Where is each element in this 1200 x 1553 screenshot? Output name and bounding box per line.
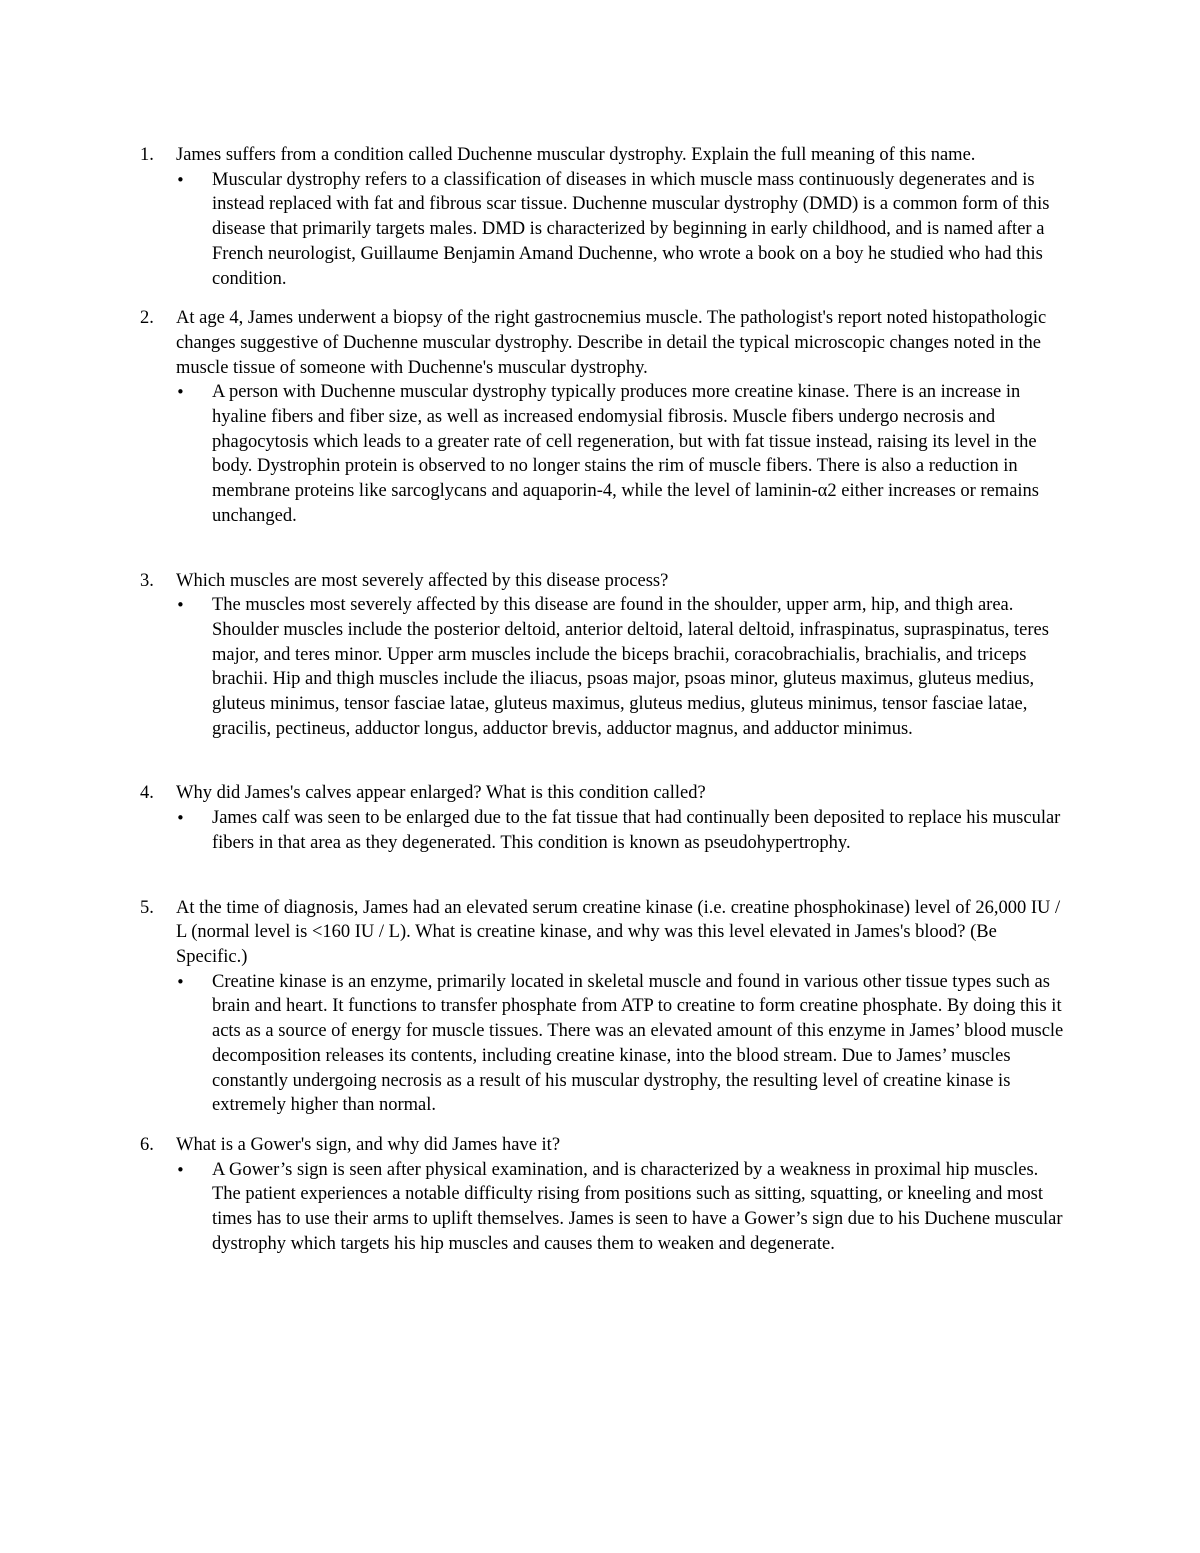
question-list xyxy=(140,143,1070,1256)
bullet-icon: • xyxy=(176,972,185,991)
answer-list xyxy=(176,168,1070,292)
answer-item xyxy=(176,1158,1070,1257)
answer-list xyxy=(176,806,1070,855)
question-text: At the time of diagnosis, James had an elevated serum creatine kinase (i.e. creatine phosphokinase) level of 26,000 IU / L (normal level is <160 IU / L). What is creatine kinase, and why was this level elevated in James's blood? (Be Specific.) xyxy=(176,897,1061,967)
answer-item xyxy=(176,970,1070,1118)
answer-list xyxy=(176,593,1070,741)
answer-item xyxy=(176,380,1070,528)
question-text: Why did James's calves appear enlarged? What is this condition called? xyxy=(176,783,706,804)
answer-text: The muscles most severely affected by this disease are found in the shoulder, upper arm, hip, and thigh area. Shoulder muscles include the posterior deltoid, anterior deltoid, lateral deltoid, infraspinatus, supraspinatus, teres major, and teres minor. Upper arm muscles include the biceps brachii, coracobrachialis, brachialis, and triceps brachii. Hip and thigh muscles include the iliacus, psoas major, psoas minor, gluteus maximus, gluteus medius, gluteus minimus, tensor fasciae latae, gluteus maximus, gluteus medius, gluteus minimus, tensor fasciae latae, gracilis, pectineus, adductor longus, adductor brevis, adductor magnus, and adductor minimus. xyxy=(212,595,1049,739)
answer-list xyxy=(176,970,1070,1118)
question-text: At age 4, James underwent a biopsy of the right gastrocnemius muscle. The pathologist's report noted histopathologic changes suggestive of Duchenne muscular dystrophy. Describe in detail the typical microscopic changes noted in the muscle tissue of someone with Duchenne's muscular dystrophy. xyxy=(176,308,1047,378)
bullet-icon: • xyxy=(176,1160,185,1179)
answer-list xyxy=(176,380,1070,528)
question-text: What is a Gower's sign, and why did James have it? xyxy=(176,1134,561,1155)
question-text: James suffers from a condition called Duchenne muscular dystrophy. Explain the full meaning of this name. xyxy=(176,145,976,165)
answer-text: A Gower’s sign is seen after physical examination, and is characterized by a weakness in proximal hip muscles. The patient experiences a notable difficulty rising from positions such as sitting, squatting, or kneeling and most times has to use their arms to uplift themselves. James is seen to have a Gower’s sign due to his Duchene muscular dystrophy which targets his hip muscles and causes them to weaken and degenerate. xyxy=(212,1159,1063,1254)
question-item-2 xyxy=(140,306,1070,528)
answer-item xyxy=(176,593,1070,741)
question-number: 4. xyxy=(140,783,154,804)
bullet-icon: • xyxy=(176,383,185,402)
bullet-icon: • xyxy=(176,170,185,189)
bullet-icon: • xyxy=(176,596,185,615)
answer-list xyxy=(176,1158,1070,1257)
answer-text: A person with Duchenne muscular dystrophy typically produces more creatine kinase. There is an increase in hyaline fibers and fiber size, as well as increased endomysial fibrosis. Muscle fibers undergo necrosis and phagocytosis which leads to a greater rate of cell regeneration, but with fat tissue instead, raising its level in the body. Dystrophin protein is observed to no longer stains the rim of muscle fibers. There is also a reduction in membrane proteins like sarcoglycans and aquaporin-4, while the level of laminin-α2 either increases or remains unchanged. xyxy=(212,382,1039,526)
question-number: 3. xyxy=(140,570,154,591)
question-number: 6. xyxy=(140,1134,154,1155)
question-item-1 xyxy=(140,143,1070,291)
answer-item xyxy=(176,168,1070,292)
question-text: Which muscles are most severely affected by this disease process? xyxy=(176,570,669,591)
answer-text: James calf was seen to be enlarged due to the fat tissue that had continually been deposited to replace his muscular fibers in that area as they degenerated. This condition is known as pseudohypertrophy. xyxy=(212,808,1061,853)
question-item-3 xyxy=(140,569,1070,742)
answer-text: Muscular dystrophy refers to a classification of diseases in which muscle mass continuously degenerates and is instead replaced with fat and fibrous scar tissue. Duchenne muscular dystrophy (DMD) is a common form of this disease that primarily targets males. DMD is characterized by beginning in early childhood, and is named after a French neurologist, Guillaume Benjamin Amand Duchenne, who wrote a book on a boy he studied who had this condition. xyxy=(212,169,1050,289)
answer-text: Creatine kinase is an enzyme, primarily located in skeletal muscle and found in various other tissue types such as brain and heart. It functions to transfer phosphate from ATP to creatine to form creatine phosphate. By doing this it acts as a source of energy for muscle tissues. There was an elevated amount of this enzyme in James’ blood muscle decomposition releases its contents, including creatine kinase, into the blood stream. Due to James’ muscles constantly undergoing necrosis as a result of his muscular dystrophy, the resulting level of creatine kinase is extremely higher than normal. xyxy=(212,971,1064,1116)
bullet-icon: • xyxy=(176,809,185,828)
question-number: 5. xyxy=(140,897,154,918)
question-item-6 xyxy=(140,1133,1070,1257)
question-number: 2. xyxy=(140,308,154,329)
question-number: 1. xyxy=(140,145,154,165)
question-item-4 xyxy=(140,781,1070,855)
question-item-5 xyxy=(140,896,1070,1118)
answer-item xyxy=(176,806,1070,855)
